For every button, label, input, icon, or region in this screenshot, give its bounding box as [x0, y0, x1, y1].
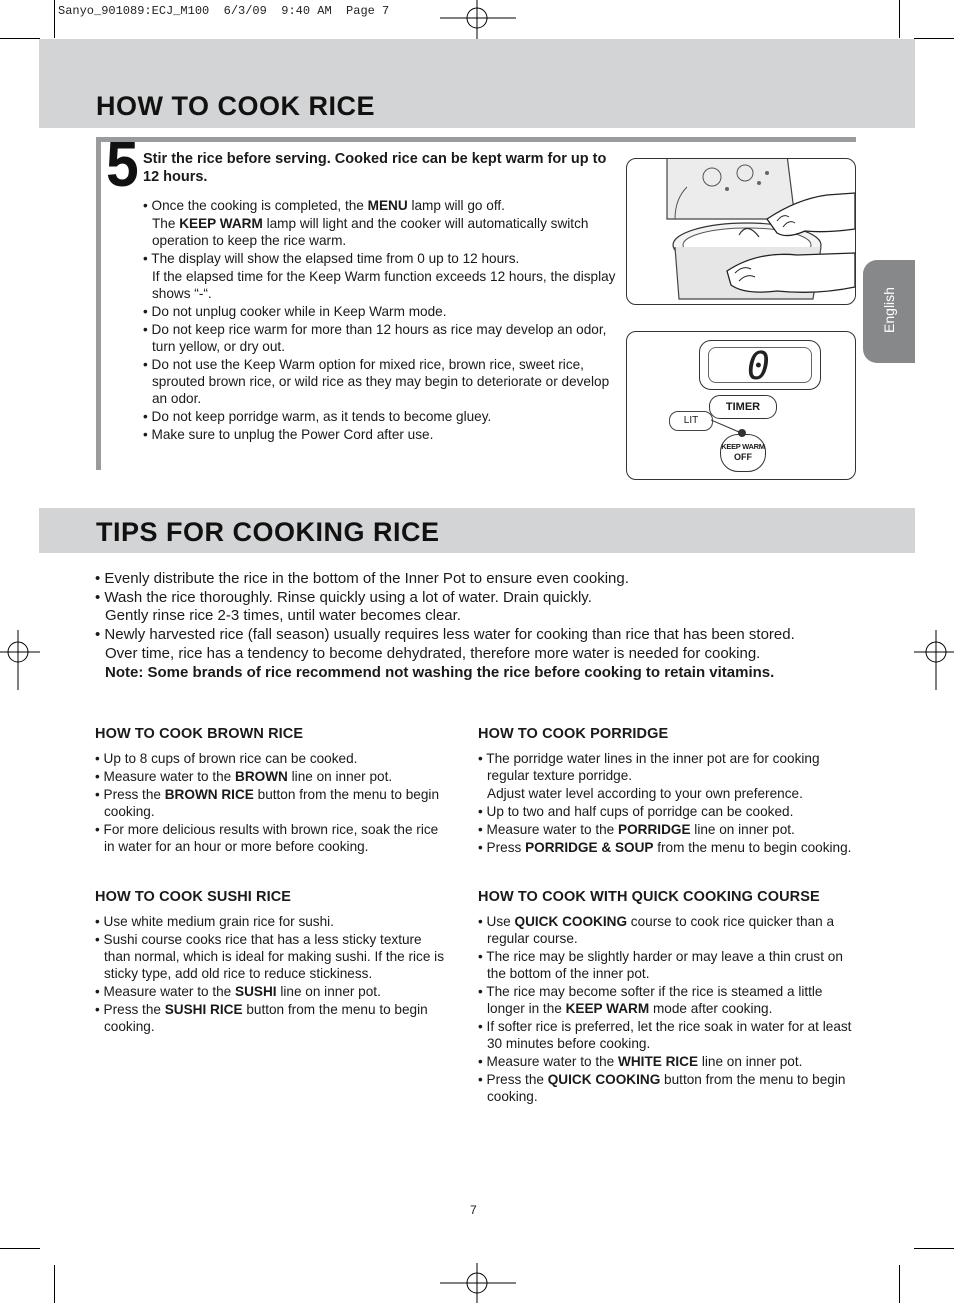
porridge-item-bold: PORRIDGE [618, 822, 691, 837]
quick-cooking-item-text: • Press the [478, 1072, 548, 1087]
quick-cooking-item [478, 1053, 863, 1070]
quick-cooking-item [478, 1018, 863, 1052]
tip-note: Note: Some brands of rice recommend not washing the rice before cooking to retain vitamins. [105, 663, 775, 681]
quick-cooking-item [478, 913, 863, 947]
step-bullet [143, 197, 621, 214]
step-bullet-bold: KEEP WARM [179, 216, 263, 231]
step-bullet [143, 250, 621, 267]
tip-item: • Wash the rice thoroughly. Rinse quickly using a lot of water. Drain quickly. [95, 588, 592, 606]
step-bullet-text: • Do not unplug cooker while in Keep Warm mode. [143, 304, 447, 319]
porridge-item-text-after: from the menu to begin cooking. [653, 840, 852, 855]
step-bullets [143, 197, 621, 444]
step-bullet-text: If the elapsed time for the Keep Warm function exceeds 12 hours, the display shows “-“. [152, 269, 616, 301]
quick-cooking-item-bold: QUICK COOKING [514, 914, 628, 929]
quick-cooking-item-text: • The rice may be slightly harder or may leave a thin crust on the bottom of the inner pot. [478, 949, 843, 981]
language-label: English [881, 287, 897, 333]
page-number: 7 [470, 1203, 477, 1217]
quick-cooking-item-text: • Measure water to the [478, 1054, 619, 1069]
quick-cooking-item-text-after: button from the menu to begin cooking. [487, 1072, 846, 1104]
step-frame-top [96, 137, 856, 142]
step-bullet-text: The [152, 216, 180, 231]
quick-cooking-item-text: • Use [478, 914, 515, 929]
quick-cooking-section [478, 889, 863, 1106]
step-bullet-text: • Do not keep rice warm for more than 12 hours as rice may develop an odor, turn yellow, or dry out. [143, 322, 607, 354]
brown-rice-item [95, 768, 445, 785]
quick-cooking-item-text: • The rice may become softer if the rice is steamed a little longer in the [478, 984, 823, 1016]
porridge-item-bold: PORRIDGE & SOUP [525, 840, 654, 855]
quick-cooking-item-text-after: mode after cooking. [649, 1001, 773, 1016]
porridge-item [478, 839, 863, 856]
registration-mark-right [914, 630, 954, 690]
step-bullet-text-after: lamp will go off. [407, 198, 505, 213]
stirring-rice-illustration [626, 158, 856, 305]
print-slug: Sanyo_901089:ECJ_M100 6/3/09 9:40 AM Page 7 [58, 4, 390, 18]
brown-rice-item [95, 786, 445, 820]
brown-rice-item-bold: BROWN RICE [164, 787, 254, 802]
sushi-rice-section [95, 889, 445, 1036]
porridge-section [478, 726, 863, 857]
step-number: 5 [106, 128, 139, 200]
porridge-item-text-after: line on inner pot. [690, 822, 795, 837]
tip-item: • Newly harvested rice (fall season) usually requires less water for cooking than rice that has been stored. Over time, rice has a tendency to become dehydrated, therefore more water is needed for cooking. [95, 626, 795, 662]
sushi-rice-item [95, 913, 445, 930]
step-bullet [143, 303, 621, 320]
keep-warm-off-button[interactable] [720, 434, 766, 472]
sushi-rice-list [95, 913, 445, 1035]
sushi-rice-item-text: • Press the [95, 1002, 165, 1017]
quick-cooking-item-text-after: line on inner pot. [698, 1054, 803, 1069]
brown-rice-item [95, 750, 445, 767]
brown-rice-item-text: • Measure water to the [95, 769, 236, 784]
porridge-heading: HOW TO COOK PORRIDGE [478, 726, 669, 742]
step-bullet [143, 321, 621, 355]
step-heading: Stir the rice before serving. Cooked rice can be kept warm for up to 12 hours. [143, 151, 607, 185]
porridge-item-text: • Measure water to the [478, 822, 619, 837]
brown-rice-item-bold: BROWN [235, 769, 288, 784]
off-label: OFF [734, 452, 752, 462]
porridge-item-text: • The porridge water lines in the inner pot are for cooking regular texture porridge. [478, 751, 820, 783]
brown-rice-section [95, 726, 445, 856]
quick-cooking-item-bold: KEEP WARM [565, 1001, 650, 1016]
display-screen [708, 344, 812, 388]
section-title-tips: TIPS FOR COOKING RICE [96, 517, 440, 547]
display-digit: 0 [747, 344, 770, 388]
porridge-item-text: • Press [478, 840, 526, 855]
step-bullet-text: • Do not keep porridge warm, as it tends to become gluey. [143, 409, 492, 424]
sushi-rice-item-bold: SUSHI [235, 984, 277, 999]
language-tab [863, 260, 915, 363]
sushi-rice-item [95, 1001, 445, 1035]
lit-label: LIT [669, 411, 713, 431]
sushi-rice-item-text: • Sushi course cooks rice that has a less sticky texture than normal, which is ideal for making sushi. If the rice is sticky type, add old rice to reduce stickiness. [95, 932, 444, 981]
step-bullet [143, 408, 621, 425]
timer-button[interactable]: TIMER [709, 395, 777, 419]
quick-cooking-list [478, 913, 863, 1105]
control-panel-illustration [626, 331, 856, 480]
registration-mark-top [440, 0, 516, 40]
porridge-item [478, 803, 863, 820]
step-bullet-text: • Make sure to unplug the Power Cord after use. [143, 427, 434, 442]
quick-cooking-item [478, 1071, 863, 1105]
tips-list [95, 570, 830, 682]
quick-cooking-item-bold: WHITE RICE [618, 1054, 699, 1069]
registration-mark-bottom [440, 1263, 516, 1303]
step-bullet [143, 356, 621, 407]
sushi-rice-item-bold: SUSHI RICE [164, 1002, 243, 1017]
display-window [699, 340, 821, 390]
quick-cooking-item [478, 948, 863, 982]
porridge-item [478, 750, 863, 784]
registration-mark-left [0, 630, 40, 690]
tip-item: • Evenly distribute the rice in the bottom of the Inner Pot to ensure even cooking. [95, 570, 629, 587]
sushi-rice-item [95, 983, 445, 1000]
brown-rice-item-text: • For more delicious results with brown rice, soak the rice in water for an hour or more before cooking. [95, 822, 439, 854]
step-bullet-text: • Once the cooking is completed, the [143, 198, 368, 213]
porridge-list [478, 750, 863, 856]
sushi-rice-heading: HOW TO COOK SUSHI RICE [95, 889, 292, 905]
keep-warm-label: KEEP WARM [721, 442, 765, 451]
step-bullet-bold: MENU [367, 198, 408, 213]
sushi-rice-item-text: • Measure water to the [95, 984, 236, 999]
step-bullet [143, 268, 621, 302]
porridge-item-text: • Up to two and half cups of porridge can be cooked. [478, 804, 794, 819]
porridge-item [478, 821, 863, 838]
step-bullet-text: • Do not use the Keep Warm option for mixed rice, brown rice, sweet rice, sprouted brown rice, or wild rice as they may begin to deteriorate or develop an odor. [143, 357, 610, 406]
step-frame-left [96, 137, 101, 470]
brown-rice-item-text-after: line on inner pot. [287, 769, 393, 784]
rice-cooker-icon [627, 159, 855, 304]
sushi-rice-item [95, 931, 445, 982]
section-title-how-to-cook: HOW TO COOK RICE [96, 91, 376, 121]
sushi-rice-item-text-after: button from the menu to begin cooking. [104, 1002, 428, 1034]
porridge-item [478, 785, 863, 802]
quick-cooking-item [478, 983, 863, 1017]
quick-cooking-heading: HOW TO COOK WITH QUICK COOKING COURSE [478, 889, 820, 905]
step-bullet-text-after: lamp will light and the cooker will automatically switch operation to keep the rice warm. [152, 216, 589, 248]
brown-rice-item [95, 821, 445, 855]
quick-cooking-item-text-after: course to cook rice quicker than a regular course. [487, 914, 835, 946]
brown-rice-item-text-after: button from the menu to begin cooking. [104, 787, 440, 819]
step-bullet [143, 426, 621, 443]
brown-rice-item-text: • Press the [95, 787, 165, 802]
porridge-item-text: Adjust water level according to your own preference. [487, 786, 803, 801]
step-bullet-text: • The display will show the elapsed time from 0 up to 12 hours. [143, 251, 520, 266]
brown-rice-item-text: • Up to 8 cups of brown rice can be cooked. [95, 751, 358, 766]
tip-item: Gently rinse rice 2-3 times, until water becomes clear. [105, 607, 461, 625]
quick-cooking-item-text: • If softer rice is preferred, let the rice soak in water for at least 30 minutes before cooking. [478, 1019, 852, 1051]
quick-cooking-item-bold: QUICK COOKING [547, 1072, 661, 1087]
step-bullet [143, 215, 621, 249]
sushi-rice-item-text: • Use white medium grain rice for sushi. [95, 914, 334, 929]
brown-rice-list [95, 750, 445, 855]
brown-rice-heading: HOW TO COOK BROWN RICE [95, 726, 304, 742]
sushi-rice-item-text-after: line on inner pot. [276, 984, 381, 999]
